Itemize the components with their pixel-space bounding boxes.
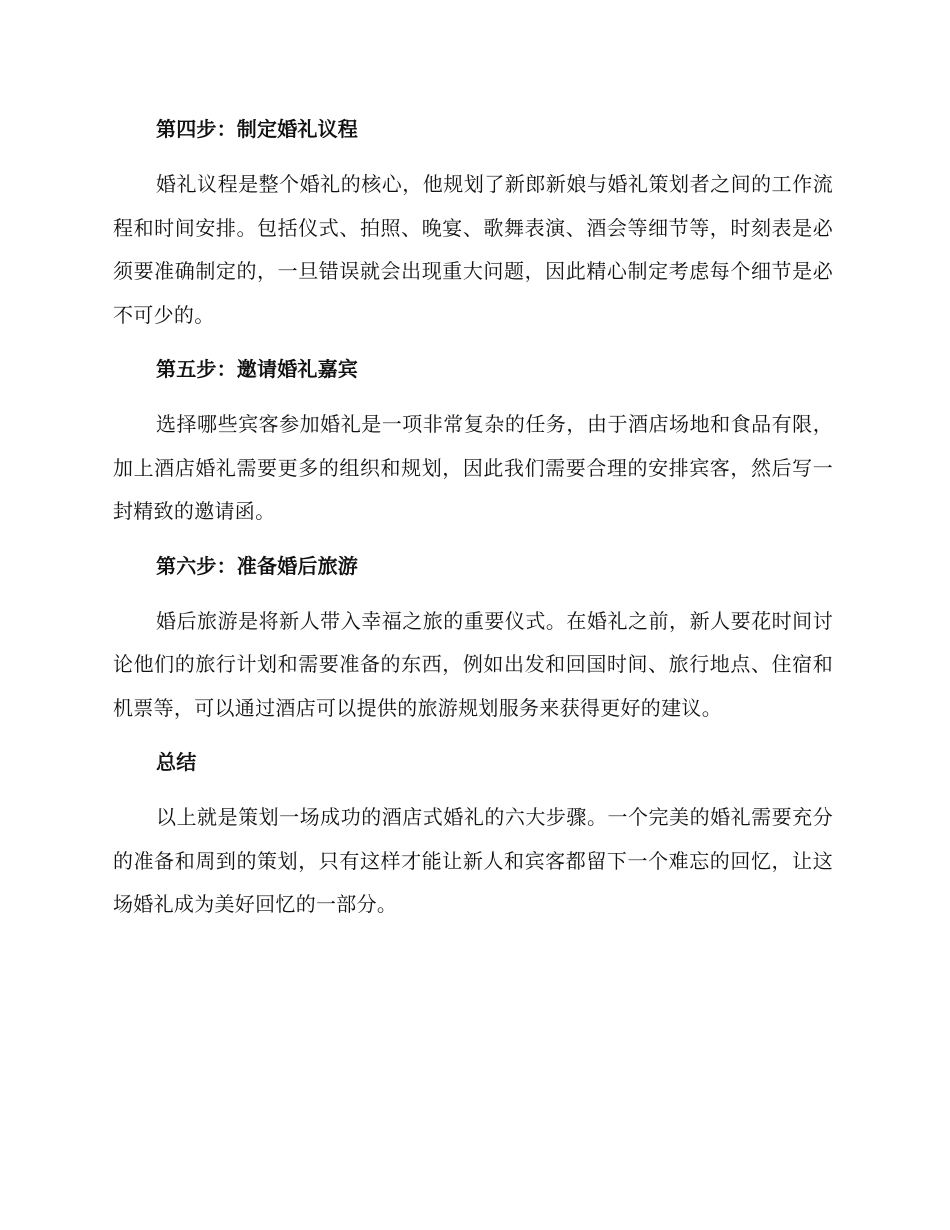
section-heading-step-4: 第四步：制定婚礼议程 bbox=[156, 117, 358, 141]
section-paragraph-step-5: 选择哪些宾客参加婚礼是一项非常复杂的任务，由于酒店场地和食品有限，加上酒店婚礼需要更多的组织和规划，因此我们需要合理的安排宾客，然后写一封精致的邀请函。 bbox=[113, 412, 833, 523]
section-paragraph-step-6: 婚后旅游是将新人带入幸福之旅的重要仪式。在婚礼之前，新人要花时间讨论他们的旅行计划和需要准备的东西，例如出发和回国时间、旅行地点、住宿和机票等，可以通过酒店可以提供的旅游规划服务来获得更好的建议。 bbox=[113, 608, 833, 720]
document-body bbox=[113, 108, 833, 927]
section-paragraph-step-4: 婚礼议程是整个婚礼的核心，他规划了新郎新娘与婚礼策划者之间的工作流程和时间安排。包括仪式、拍照、晚宴、歌舞表演、酒会等细节等，时刻表是必须要准确制定的，一旦错误就会出现重大问题，因此精心制定考虑每个细节是必不可少的。 bbox=[113, 172, 833, 327]
section-heading-step-5: 第五步：邀请婚礼嘉宾 bbox=[156, 357, 358, 381]
section-paragraph-summary: 以上就是策划一场成功的酒店式婚礼的六大步骤。一个完美的婚礼需要充分的准备和周到的策划，只有这样才能让新人和宾客都留下一个难忘的回忆，让这场婚礼成为美好回忆的一部分。 bbox=[113, 805, 833, 916]
section-heading-step-6: 第六步：准备婚后旅游 bbox=[156, 553, 358, 578]
section-heading-summary: 总结 bbox=[156, 750, 197, 774]
